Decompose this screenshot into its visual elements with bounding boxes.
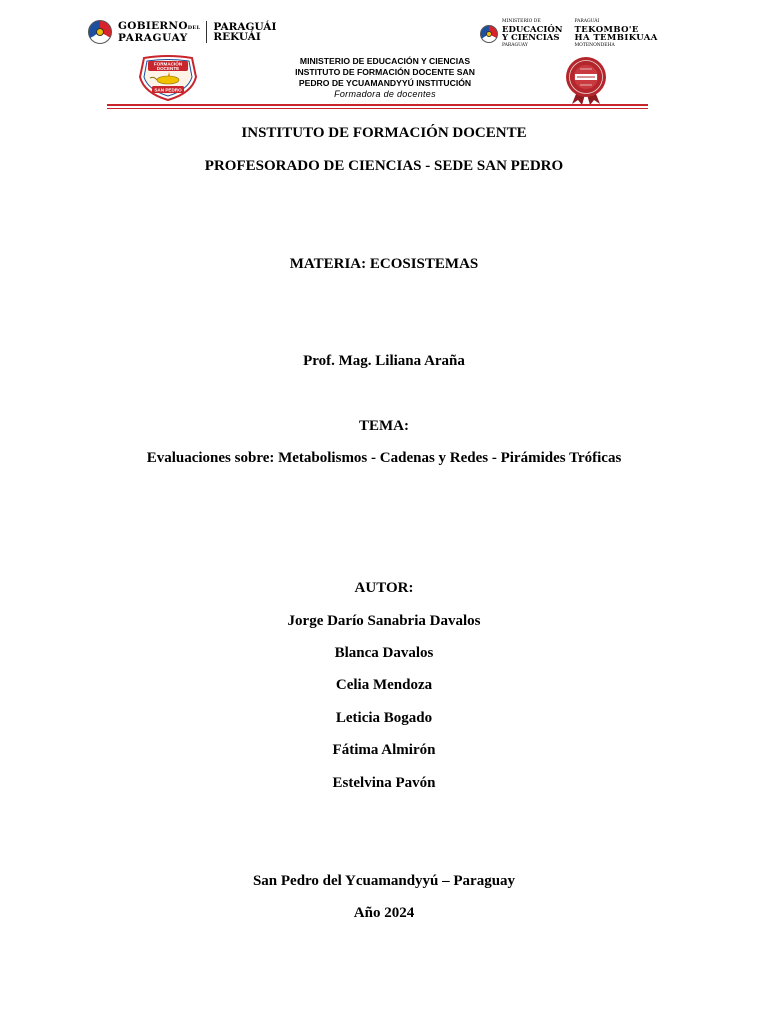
ministry-emblem-icon (480, 25, 498, 43)
institution-title: INSTITUTO DE FORMACIÓN DOCENTE (241, 125, 527, 141)
place-line: San Pedro del Ycuamandyyú – Paraguay (252, 873, 516, 889)
gobierno-paraguay-logo (88, 20, 276, 44)
formacion-docente-badge-icon (136, 55, 200, 101)
logo-divider (206, 21, 207, 43)
author-item: Estelvina Pavón (332, 775, 436, 791)
institute-name-line1: INSTITUTO DE FORMACIÓN DOCENTE SAN (295, 67, 475, 77)
svg-text:DOCENTE: DOCENTE (156, 66, 180, 71)
author-item: Leticia Bogado (335, 710, 433, 726)
author-item: Blanca Davalos (334, 645, 434, 661)
header-divider (107, 104, 648, 106)
author-item: Jorge Darío Sanabria Davalos (287, 613, 481, 629)
gov-line1: GOBIERNO (118, 20, 188, 32)
tek-line1: TEKOMBO'E (574, 25, 639, 35)
institute-header-text (240, 56, 530, 100)
gov-line1-small: DEL (187, 25, 201, 31)
author-item: Celia Mendoza (335, 677, 433, 693)
quality-seal-icon (556, 55, 616, 105)
mec-line1: EDUCACIÓN (502, 25, 563, 35)
author-label: AUTOR: (354, 580, 414, 596)
program-title: PROFESORADO DE CIENCIAS - SEDE SAN PEDRO (204, 158, 564, 174)
ministry-name: MINISTERIO DE EDUCACIÓN Y CIENCIAS (299, 56, 471, 66)
author-item: Fátima Almirón (332, 742, 436, 758)
tek-line2: HA TEMBIKUAA (574, 33, 658, 43)
gov-guarani-line2: REKUÁI (213, 31, 261, 43)
gov-guarani-line1: PARAGUÁI (213, 21, 277, 33)
subject-title: MATERIA: ECOSISTEMAS (289, 256, 479, 272)
institute-name-line2: PEDRO DE YCUAMANDYYÚ INSTITUCIÓN (298, 78, 472, 88)
mec-sub: PARAGUAY (502, 43, 528, 48)
mec-line2: Y CIENCIAS (502, 33, 560, 43)
tek-small: PARAGUÁI (574, 19, 600, 24)
ministerio-educacion-logo (480, 18, 658, 50)
national-emblem-icon (88, 20, 112, 44)
header-divider-thin (107, 108, 648, 109)
professor-name: Prof. Mag. Liliana Araña (303, 353, 465, 369)
svg-text:SAN PEDRO: SAN PEDRO (154, 87, 182, 93)
topic-text: Evaluaciones sobre: Metabolismos - Cadenas y Redes - Pirámides Tróficas (146, 450, 622, 466)
year-line: Año 2024 (353, 905, 415, 921)
svg-text:FORMACIÓN: FORMACIÓN (153, 61, 183, 67)
mec-small: MINISTERIO DE (502, 19, 541, 24)
topic-label: TEMA: (359, 418, 409, 434)
institute-tagline: Formadora de docentes (334, 89, 436, 99)
government-logo-bar (88, 20, 688, 48)
tek-sub: MOTENONDEHA (574, 43, 615, 48)
gov-line2: PARAGUAY (118, 32, 188, 44)
